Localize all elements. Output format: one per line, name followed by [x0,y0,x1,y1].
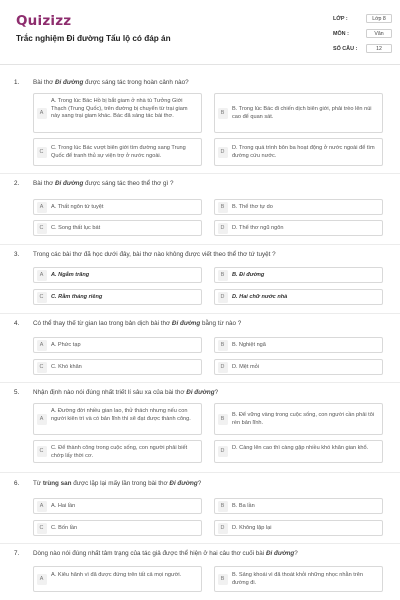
question-divider [0,244,400,245]
option-letter: A [37,340,47,351]
option-letter: B [218,574,228,585]
question-number: 3. [14,251,20,258]
question-number: 1. [14,79,20,86]
worksheet-header [0,0,400,62]
option-d[interactable] [214,289,383,305]
option-a[interactable] [33,498,202,514]
option-letter: B [218,414,228,425]
quizizz-logo: Quizizz [16,13,72,29]
question-text: Bài thơ Đi đường được sáng tác theo thể thơ gì ? [33,180,174,187]
option-letter: D [218,223,228,234]
option-c[interactable] [33,359,202,375]
option-letter: A [37,414,47,425]
option-letter: B [218,501,228,512]
option-a[interactable] [33,337,202,353]
option-d[interactable] [214,220,383,236]
option-letter: D [218,362,228,373]
question-text: Dòng nào nói đúng nhất tâm trạng của tác giả được thể hiện ở hai câu thơ cuối bài Đi đường? [33,550,298,557]
option-d[interactable] [214,440,383,463]
option-text: B. Trong lúc Bác đi chiến dịch biên giới, phải trèo lên núi cao để quan sát. [232,106,372,120]
option-text: C. Để thành công trong cuộc sống, con người phải biết chớp lấy thời cơ. [51,445,188,459]
option-text: D. Trong quá trình bôn ba hoạt động ở nước ngoài để tìm đường cứu nước. [232,145,375,159]
option-letter: D [218,523,228,534]
option-letter: C [37,446,47,457]
option-text: A. Kiêu hãnh vì đã được đứng trên tất cả mọi người. [51,572,182,578]
option-letter: C [37,147,47,158]
meta-subject-value: Văn [366,29,392,38]
question-text: Bài thơ Đi đường được sáng tác trong hoàn cảnh nào? [33,79,189,86]
option-text: D. Thể thơ ngũ ngôn [232,225,284,231]
page-title: Trắc nghiệm Đi đường Tẩu lộ có đáp án [16,34,171,43]
option-letter: C [37,223,47,234]
option-letter: D [218,147,228,158]
option-text: C. Khó khăn [51,364,82,370]
option-b[interactable] [214,267,383,283]
option-text: C. Rằm tháng riêng [51,294,103,300]
option-c[interactable] [33,520,202,536]
option-b[interactable] [214,337,383,353]
meta-count-value: 12 [366,44,392,53]
option-text: A. Đường đời nhiều gian lao, thử thách nhưng nếu con người kiên trì và có bản lĩnh thì sẽ đạt được thành công. [51,408,191,422]
question-number: 4. [14,320,20,327]
option-text: C. Trong lúc Bác vượt biên giới tìm đường sang Trung Quốc để tranh thủ sự viện trợ ở nước ngoài. [51,145,186,159]
question-text: Trong các bài thơ đã học dưới đây, bài thơ nào không được viết theo thể thơ tứ tuyệt ? [33,251,276,258]
option-d[interactable] [214,138,383,166]
option-c[interactable] [33,220,202,236]
option-a[interactable] [33,93,202,133]
option-text: D. Càng lên cao thì càng gặp nhiều khó khăn gian khổ. [232,445,369,451]
meta-subject-label: MÔN : [333,31,349,37]
option-text: A. Hai lần [51,503,76,509]
header-divider [0,64,400,65]
meta-grade-value: Lớp 8 [366,14,392,23]
option-a[interactable] [33,403,202,435]
option-text: A. Phức tạp [51,342,81,348]
question-number: 2. [14,180,20,187]
question-text: Từ trùng san được lặp lại mấy lần trong bài thơ Đi đường? [33,480,202,487]
option-text: B. Sảng khoái vì đã thoát khỏi những nhọc nhằn trên đường đi. [232,572,363,586]
option-letter: A [37,501,47,512]
option-letter: D [218,292,228,303]
option-b[interactable] [214,93,383,133]
question-text: Có thể thay thế từ gian lao trong bản dịch bài thơ Đi đường bằng từ nào ? [33,320,242,327]
option-letter: C [37,362,47,373]
option-text: B. Ba lần [232,503,255,509]
option-letter: B [218,108,228,119]
option-text: A. Thất ngôn tứ tuyệt [51,204,104,210]
question-number: 5. [14,389,20,396]
option-text: D. Hai chữ nước nhà [232,294,288,300]
option-text: B. Đi đường [232,272,265,278]
option-text: B. Để vững vàng trong cuộc sống, con người cần phải tôi rèn bản lĩnh. [232,412,375,426]
question-divider [0,472,400,473]
question-divider [0,313,400,314]
question-divider [0,173,400,174]
option-text: A. Trong lúc Bác Hồ bị bắt giam ở nhà tù Tưởng Giới Thạch (Trung Quốc), trên đường bị chuyển từ trại giam này sang trại giam khác. Bác đã sáng tác bài thơ. [51,98,188,120]
option-d[interactable] [214,359,383,375]
option-letter: A [37,574,47,585]
question-divider [0,543,400,544]
option-a[interactable] [33,566,202,592]
option-text: C. Bốn lần [51,525,78,531]
option-c[interactable] [33,138,202,166]
option-letter: B [218,270,228,281]
option-letter: B [218,340,228,351]
option-text: D. Không lặp lại [232,525,272,531]
option-text: B. Nghiệt ngã [232,342,266,348]
option-text: A. Ngắm trăng [51,272,90,278]
option-b[interactable] [214,566,383,592]
option-a[interactable] [33,199,202,215]
option-letter: A [37,202,47,213]
question-text: Nhận định nào nói đúng nhất triết lí sâu xa của bài thơ Đi đường? [33,389,219,396]
option-a[interactable] [33,267,202,283]
meta-grade-label: LỚP : [333,16,348,22]
option-b[interactable] [214,403,383,435]
option-d[interactable] [214,520,383,536]
option-b[interactable] [214,199,383,215]
option-letter: B [218,202,228,213]
option-b[interactable] [214,498,383,514]
option-letter: C [37,523,47,534]
option-text: C. Song thất lục bát [51,225,101,231]
question-divider [0,382,400,383]
option-c[interactable] [33,440,202,463]
question-number: 7. [14,550,20,557]
meta-count-label: SỐ CÂU : [333,46,358,52]
option-letter: C [37,292,47,303]
option-letter: D [218,446,228,457]
option-c[interactable] [33,289,202,305]
question-number: 6. [14,480,20,487]
option-letter: A [37,108,47,119]
option-text: D. Mệt mỏi [232,364,260,370]
option-text: B. Thể thơ tự do [232,204,273,210]
option-letter: A [37,270,47,281]
